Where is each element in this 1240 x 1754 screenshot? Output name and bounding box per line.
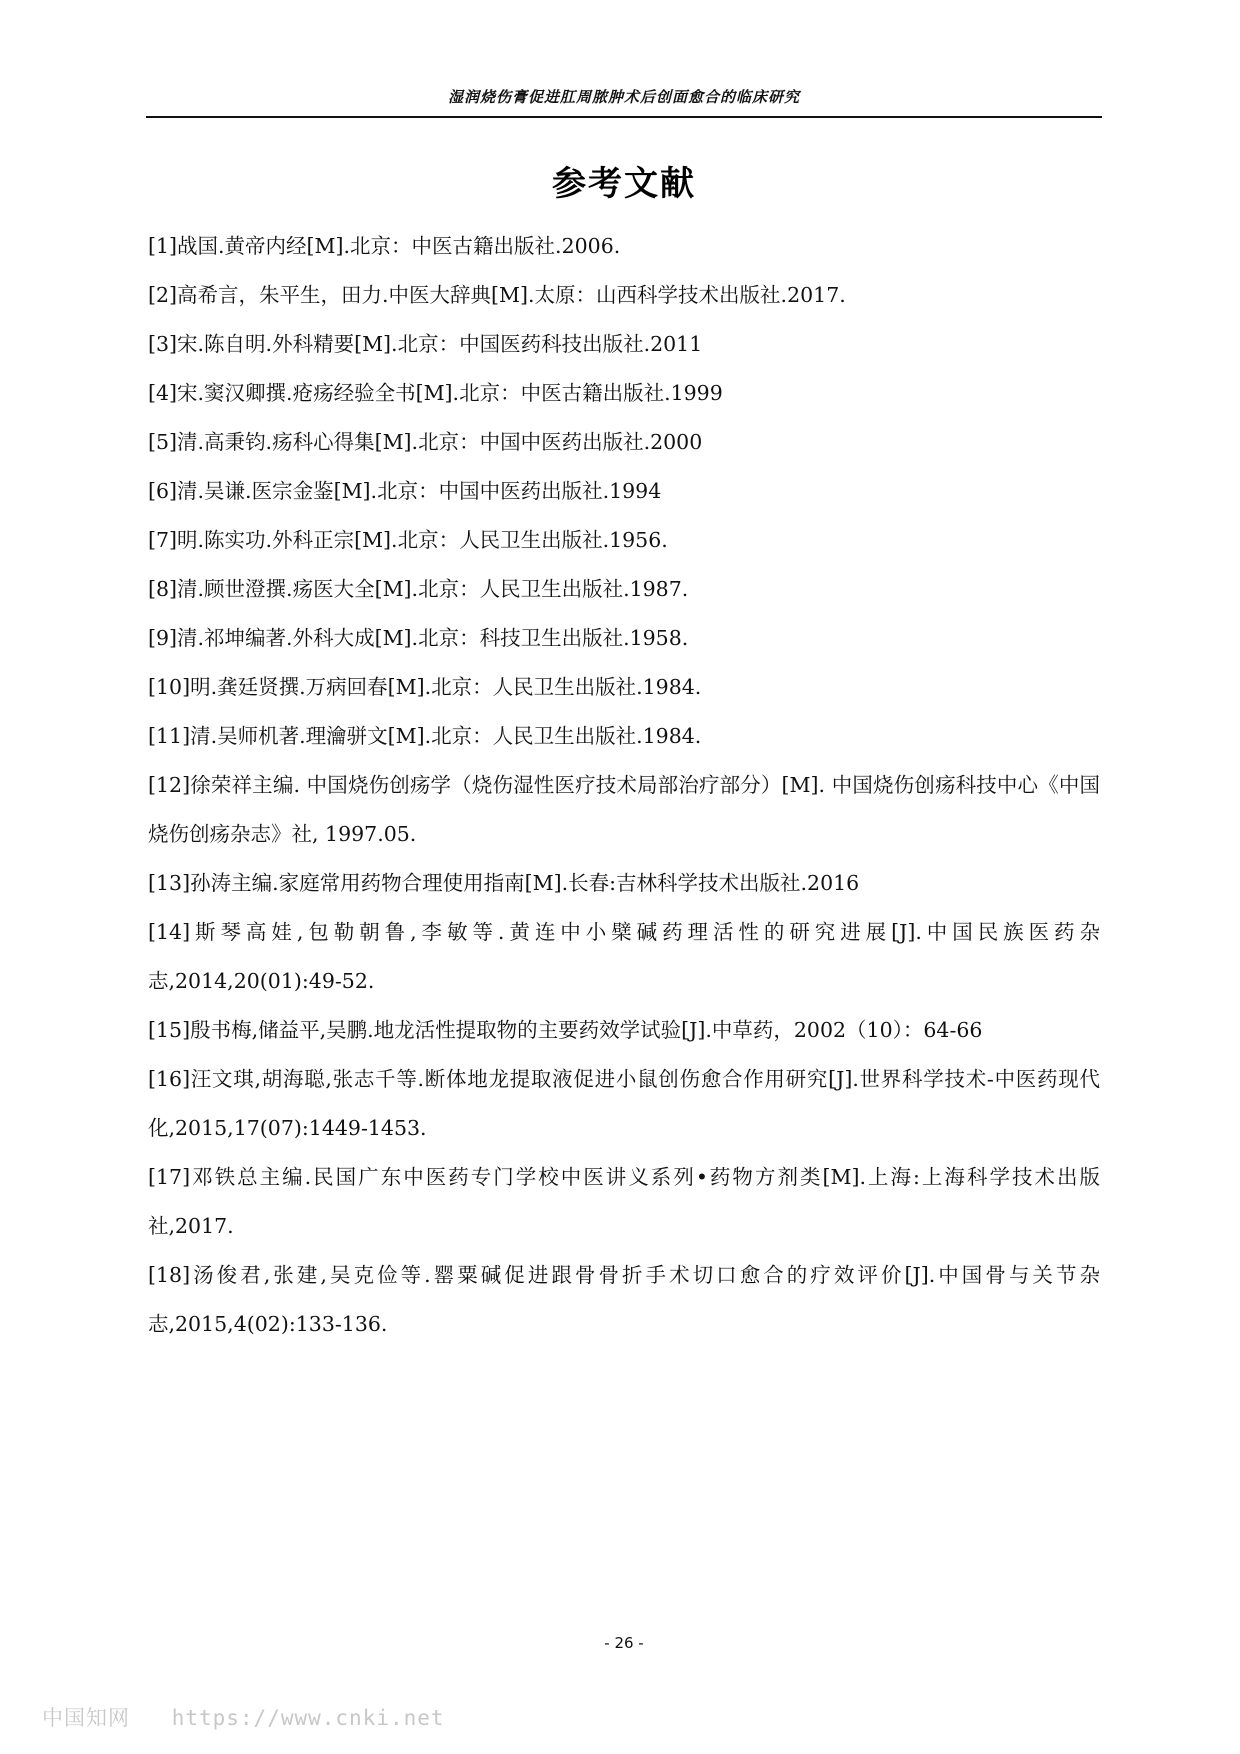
reference-list [148, 222, 1100, 1349]
watermark-url[interactable]: https://www.cnki.net [171, 1706, 445, 1730]
reference-item-8: [8]清.顾世澄撰.疡医大全[M].北京：人民卫生出版社.1987. [148, 577, 689, 601]
page-title: 参考文献 [552, 164, 696, 204]
page-number: - 26 - [604, 1634, 644, 1652]
reference-item-5: [5]清.高秉钧.疡科心得集[M].北京：中国中医药出版社.2000 [148, 430, 703, 454]
running-header: 湿润烧伤膏促进肛周脓肿术后创面愈合的临床研究 [447, 88, 800, 106]
reference-item-4: [4]宋.窦汉卿撰.疮疡经验全书[M].北京：中医古籍出版社.1999 [148, 381, 723, 405]
watermark [42, 1702, 445, 1732]
reference-item-15: [15]殷书梅,储益平,吴鹏.地龙活性提取物的主要药效学试验[J].中草药，2002（10）：64-66 [148, 1018, 983, 1042]
reference-item-17: [17]邓铁总主编.民国广东中医药专门学校中医讲义系列•药物方剂类[M].上海:上海科学技术出版社,2017. [148, 1165, 1100, 1238]
reference-item-1: [1]战国.黄帝内经[M].北京：中医古籍出版社.2006. [148, 234, 621, 258]
reference-item-14: [14]斯琴高娃,包勒朝鲁,李敏等.黄连中小檗碱药理活性的研究进展[J].中国民族医药杂志,2014,20(01):49-52. [148, 920, 1100, 993]
reference-item-9: [9]清.祁坤编著.外科大成[M].北京：科技卫生出版社.1958. [148, 626, 689, 650]
reference-item-12: [12]徐荣祥主编. 中国烧伤创疡学（烧伤湿性医疗技术局部治疗部分）[M]. 中国烧伤创疡科技中心《中国烧伤创疡杂志》社, 1997.05. [148, 773, 1100, 846]
reference-item-6: [6]清.吴谦.医宗金鉴[M].北京：中国中医药出版社.1994 [148, 479, 662, 503]
reference-item-7: [7]明.陈实功.外科正宗[M].北京：人民卫生出版社.1956. [148, 528, 668, 552]
reference-item-13: [13]孙涛主编.家庭常用药物合理使用指南[M].长春:吉林科学技术出版社.2016 [148, 871, 860, 895]
reference-item-10: [10]明.龚廷贤撰.万病回春[M].北京：人民卫生出版社.1984. [148, 675, 702, 699]
header-rule [146, 116, 1102, 118]
reference-item-11: [11]清.吴师机著.理瀹骈文[M].北京：人民卫生出版社.1984. [148, 724, 702, 748]
watermark-site-name: 中国知网 [42, 1706, 130, 1730]
reference-item-16: [16]汪文琪,胡海聪,张志千等.断体地龙提取液促进小鼠创伤愈合作用研究[J].世界科学技术-中医药现代化,2015,17(07):1449-1453. [148, 1067, 1100, 1140]
reference-item-2: [2]高希言，朱平生，田力.中医大辞典[M].太原：山西科学技术出版社.2017. [148, 283, 846, 307]
reference-item-3: [3]宋.陈自明.外科精要[M].北京：中国医药科技出版社.2011 [148, 332, 703, 356]
reference-item-18: [18]汤俊君,张建,吴克俭等.罂粟碱促进跟骨骨折手术切口愈合的疗效评价[J].中国骨与关节杂志,2015,4(02):133-136. [148, 1263, 1100, 1336]
